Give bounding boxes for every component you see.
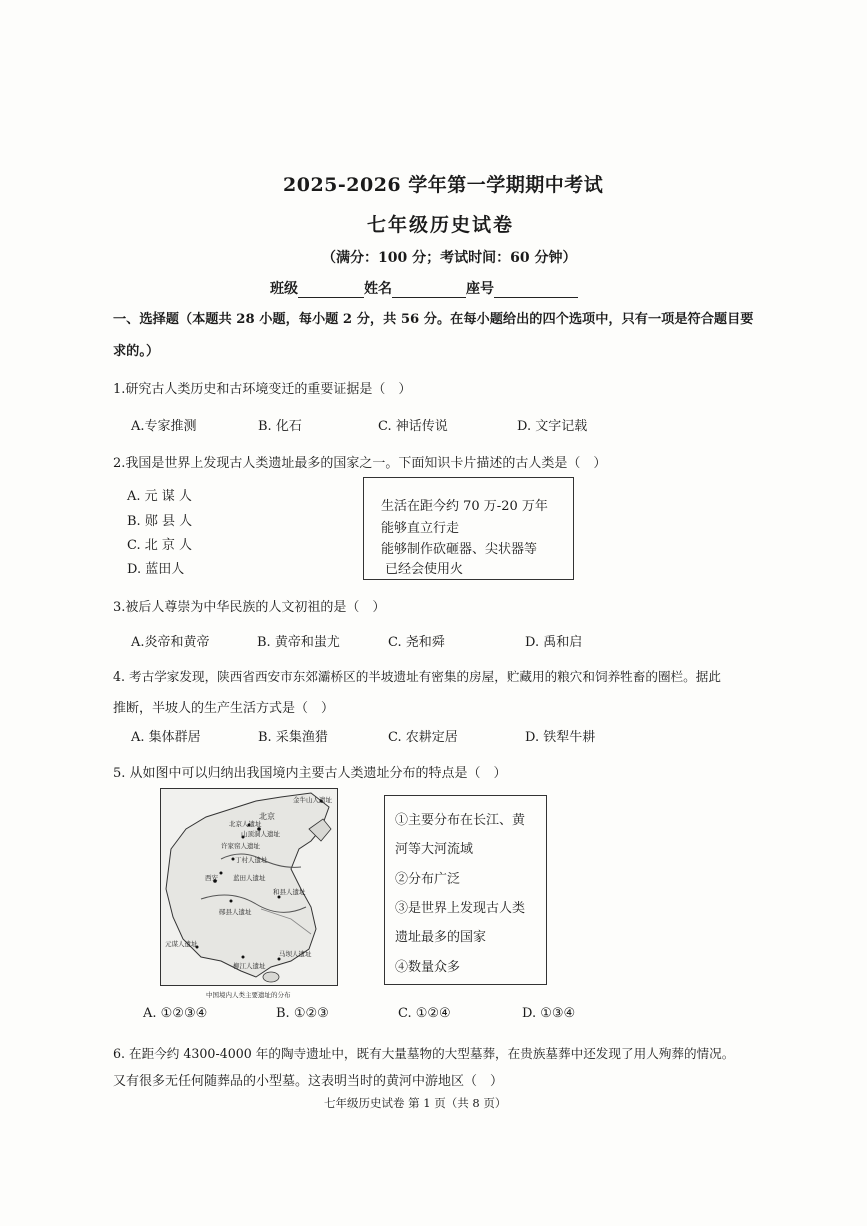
q2-card-line2: 能够直立行走	[381, 521, 460, 536]
class-blank[interactable]	[298, 283, 364, 298]
seat-label: 座号	[466, 281, 494, 297]
map-label-jinniushan: 金牛山人遗址	[293, 796, 332, 804]
q5-option-c[interactable]: C. ①②④	[398, 1006, 451, 1021]
map-label-hexian: 和县人遗址	[273, 888, 306, 896]
q4-option-d[interactable]: D. 铁犁牛耕	[525, 730, 596, 745]
map-label-liujiang: 柳江人遗址	[233, 962, 266, 970]
exam-meta: （满分：100 分；考试时间：60 分钟）	[322, 250, 577, 266]
map-label-xian: 西安	[205, 874, 218, 882]
map-label-yunxian: 郧县人遗址	[219, 908, 252, 916]
map-label-xujiayao: 许家窑人遗址	[221, 842, 260, 850]
page-footer: 七年级历史试卷 第 1 页（共 8 页）	[324, 1096, 507, 1110]
name-label: 姓名	[364, 281, 392, 297]
q6-stem-line1: 6. 在距今约 4300-4000 年的陶寺遗址中，既有大量墓物的大型墓葬，在贵族墓葬中还发现了用人殉葬的情况。	[113, 1046, 735, 1061]
q2-option-d[interactable]: D. 蓝田人	[127, 562, 185, 577]
q2-option-c[interactable]: C. 北 京 人	[127, 538, 193, 553]
q3-stem: 3.被后人尊崇为中华民族的人文初祖的是（ ）	[113, 600, 386, 615]
q2-card-line1: 生活在距今约 70 万-20 万年	[381, 499, 548, 514]
q5-stem: 5. 从如图中可以归纳出我国境内主要古人类遗址分布的特点是（ ）	[113, 766, 507, 781]
q5-map	[160, 788, 338, 986]
q5-card-line5: 遗址最多的国家	[395, 930, 487, 945]
q1-option-d[interactable]: D. 文字记载	[517, 419, 588, 434]
q5-option-b[interactable]: B. ①②③	[276, 1006, 329, 1021]
q4-option-a[interactable]: A. 集体群居	[131, 730, 201, 745]
q2-card-line3: 能够制作砍砸器、尖状器等	[381, 542, 538, 557]
map-label-peking-man: 北京人遗址	[229, 820, 262, 828]
q5-option-a[interactable]: A. ①②③④	[143, 1006, 208, 1021]
map-label-maba: 马坝人遗址	[279, 950, 312, 958]
q2-option-b[interactable]: B. 郧 县 人	[127, 514, 193, 529]
q3-option-d[interactable]: D. 禹和启	[525, 635, 583, 650]
q4-stem-line2: 推断，半坡人的生产生活方式是（ ）	[113, 701, 335, 716]
q6-stem-line2: 又有很多无任何随葬品的小型墓。这表明当时的黄河中游地区（ ）	[113, 1074, 504, 1089]
q5-map-caption: 中国境内人类主要遗址的分布	[206, 991, 291, 999]
q2-knowledge-card	[363, 477, 574, 580]
q1-option-c[interactable]: C. 神话传说	[378, 419, 448, 434]
section-heading-line1: 一、选择题（本题共 28 小题，每小题 2 分，共 56 分。在每小题给出的四个选项中，只有一项是符合题目要	[113, 312, 754, 327]
q5-statement-card	[384, 795, 547, 985]
map-label-yuanmou: 元谋人遗址	[165, 940, 198, 948]
section-heading-line2: 求的。）	[113, 344, 160, 359]
q1-option-a[interactable]: A.专家推测	[131, 419, 197, 434]
q3-option-a[interactable]: A.炎帝和黄帝	[131, 635, 210, 650]
q5-card-line1: ①主要分布在长江、黄	[395, 813, 526, 828]
q4-option-b[interactable]: B. 采集渔猎	[258, 730, 328, 745]
class-label: 班级	[270, 281, 298, 297]
name-blank[interactable]	[392, 283, 466, 298]
q2-stem: 2.我国是世界上发现古人类遗址最多的国家之一。下面知识卡片描述的古人类是（ ）	[113, 456, 607, 471]
q5-option-d[interactable]: D. ①③④	[522, 1006, 576, 1021]
exam-title: 2025-2026 学年第一学期期中考试	[283, 174, 604, 196]
q5-card-line2: 河等大河流域	[395, 842, 474, 857]
map-label-upper-cave: 山顶洞人遗址	[241, 830, 280, 838]
seat-blank[interactable]	[494, 283, 578, 298]
q1-option-b[interactable]: B. 化石	[258, 419, 302, 434]
q5-card-line6: ④数量众多	[395, 960, 461, 975]
q5-card-line3: ②分布广泛	[395, 872, 461, 887]
q4-stem-line1: 4. 考古学家发现，陕西省西安市东郊灞桥区的半坡遗址有密集的房屋，贮藏用的粮穴和饲养牲畜的圈栏。据此	[113, 669, 721, 684]
q1-stem: 1.研究古人类历史和古环境变迁的重要证据是（ ）	[113, 382, 412, 397]
map-label-beijing: 北京	[259, 812, 275, 821]
map-label-lantian: 蓝田人遗址	[233, 874, 266, 882]
student-info-line	[270, 278, 578, 298]
q3-option-c[interactable]: C. 尧和舜	[388, 635, 445, 650]
exam-subtitle: 七年级历史试卷	[367, 214, 515, 236]
q2-option-a[interactable]: A. 元 谋 人	[127, 489, 192, 504]
q4-option-c[interactable]: C. 农耕定居	[388, 730, 458, 745]
q2-card-line4: 已经会使用火	[385, 562, 464, 577]
q5-card-line4: ③是世界上发现古人类	[395, 901, 526, 916]
map-label-dingcun: 丁村人遗址	[235, 856, 268, 864]
q3-option-b[interactable]: B. 黄帝和蚩尤	[257, 635, 340, 650]
